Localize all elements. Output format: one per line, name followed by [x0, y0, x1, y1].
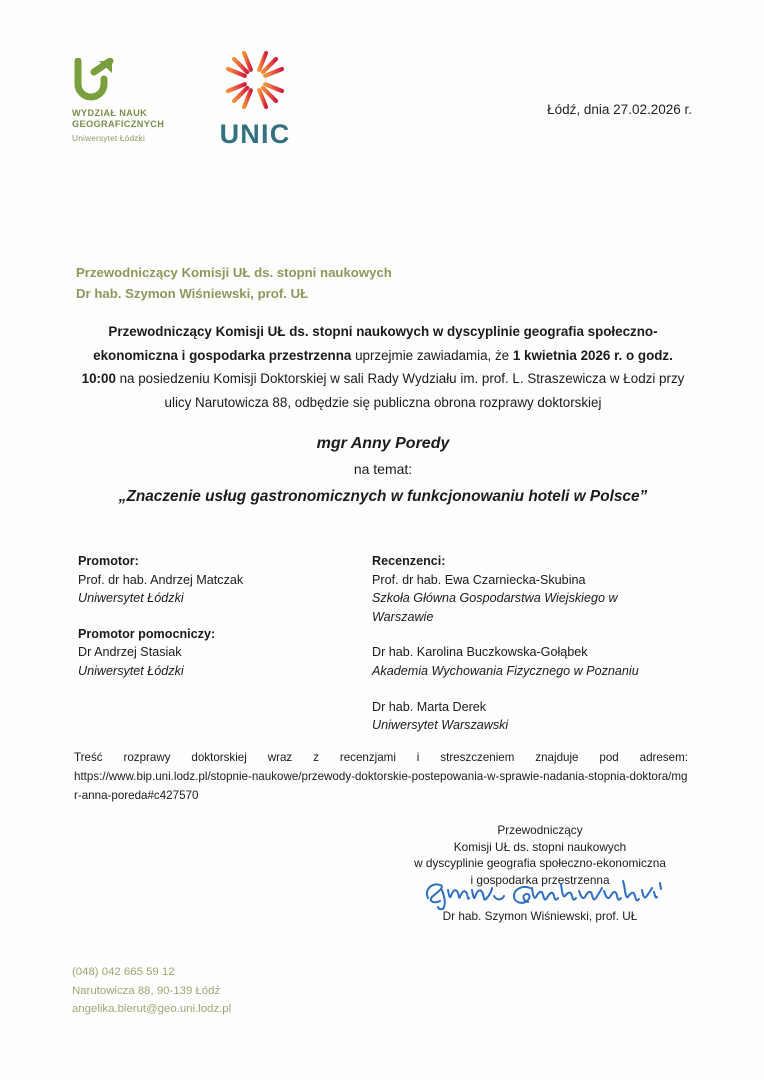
signature-block [382, 822, 698, 925]
reviewer-person: Prof. dr hab. Ewa Czarniecka-Skubina [372, 572, 586, 587]
signature-line-2: Komisji UŁ ds. stopni naukowych [453, 839, 627, 854]
date-line: Łódź, dnia 27.02.2026 r. [547, 102, 692, 117]
reviewers-column [372, 552, 672, 735]
supervisor-affiliation: Uniwersytet Łódzki [78, 591, 184, 606]
supervisor-person: Dr Andrzej Stasiak [78, 645, 182, 660]
footer-address: Narutowicza 88, 90-139 Łódź [72, 984, 221, 997]
notice-paragraph [78, 320, 688, 414]
reviewer-entry [372, 571, 672, 627]
candidate-name: mgr Anny Poredy [316, 435, 450, 452]
footer-phone: (048) 042 665 59 12 [72, 966, 175, 978]
candidate-block [78, 432, 688, 510]
addressee-line-2: Dr hab. Szymon Wiśniewski, prof. UŁ [76, 286, 309, 301]
sunburst-icon [216, 46, 294, 118]
supervisor-entry [78, 625, 348, 681]
url-block [74, 748, 688, 805]
reviewer-entry [372, 643, 672, 680]
signature-line-1: Przewodniczący [497, 823, 583, 837]
wng-subtitle: Uniwersytet Łódzki [72, 132, 145, 143]
u-arrow-logo-icon [72, 58, 118, 102]
wydzial-nauk-geograficznych-logo [72, 58, 212, 144]
na-temat-label: na temat: [353, 461, 413, 477]
signatory-name: Dr hab. Szymon Wiśniewski, prof. UŁ [442, 909, 638, 923]
unic-wordmark: UNIC [219, 119, 291, 149]
document-header [0, 46, 764, 156]
supervisor-role: Promotor pomocniczy: [78, 626, 216, 641]
committee-block [0, 552, 764, 732]
reviewer-affiliation: Szkoła Główna Gospodarstwa Wiejskiego w Warszawie [372, 591, 618, 624]
notice-segment-2: 1 kwietnia 2026 r. o godz. 10:00 [81, 347, 673, 386]
signature-line-4: i gospodarka przestrzenna [470, 872, 610, 887]
reviewer-affiliation: Akademia Wychowania Fizycznego w Poznaniu [372, 663, 639, 678]
wng-line-2: GEOGRAFICZNYCH [72, 119, 165, 129]
reviewers-heading: Recenzenci: [372, 554, 446, 568]
dissertation-url[interactable]: https://www.bip.uni.lodz.pl/stopnie-naukowe/przewody-doktorskie-postepowania-w-sprawie-nadania-stopnia-doktora/mgr-anna-poreda#c427570 [74, 770, 688, 802]
supervisor-affiliation: Uniwersytet Łódzki [78, 663, 184, 678]
reviewer-affiliation: Uniwersytet Warszawski [372, 718, 509, 733]
supervisor-entry [78, 552, 348, 608]
reviewer-entry [372, 698, 672, 735]
thesis-title: „Znaczenie usług gastronomicznych w funkcjonowaniu hoteli w Polsce” [118, 488, 648, 505]
notice-segment-1: uprzejmie zawiadamia, że [351, 347, 513, 363]
url-lead-text: Treść rozprawy doktorskiej wraz z recenzjami i streszczeniem znajduje pod adresem: [74, 751, 688, 764]
notice-segment-0: Przewodniczący Komisji UŁ ds. stopni naukowych w dyscyplinie geografia społeczno-ekonomiczna i gospodarka przestrzenna [93, 324, 658, 363]
supervisor-role: Promotor: [78, 554, 139, 568]
supervisor-person: Prof. dr hab. Andrzej Matczak [78, 572, 244, 587]
supervisors-column [78, 552, 348, 681]
signature-line-3: w dyscyplinie geografia społeczno-ekonomiczna [414, 856, 666, 870]
reviewer-person: Dr hab. Karolina Buczkowska-Gołąbek [372, 645, 588, 660]
footer-contact [72, 963, 231, 1019]
reviewer-person: Dr hab. Marta Derek [372, 699, 487, 714]
notice-segment-3: na posiedzeniu Komisji Doktorskiej w sali Rady Wydziału im. prof. L. Straszewicza w Łodzi przy ulicy Narutowicza 88, odbędzie się publiczna obrona rozprawy doktorskiej [115, 371, 685, 410]
footer-email[interactable]: angelika.bierut@geo.uni.lodz.pl [72, 1003, 232, 1015]
addressee-block [76, 262, 392, 304]
wng-line-1: WYDZIAŁ NAUK [72, 108, 148, 118]
unic-logo [209, 46, 301, 148]
addressee-line-1: Przewodniczący Komisji UŁ ds. stopni naukowych [76, 265, 392, 280]
